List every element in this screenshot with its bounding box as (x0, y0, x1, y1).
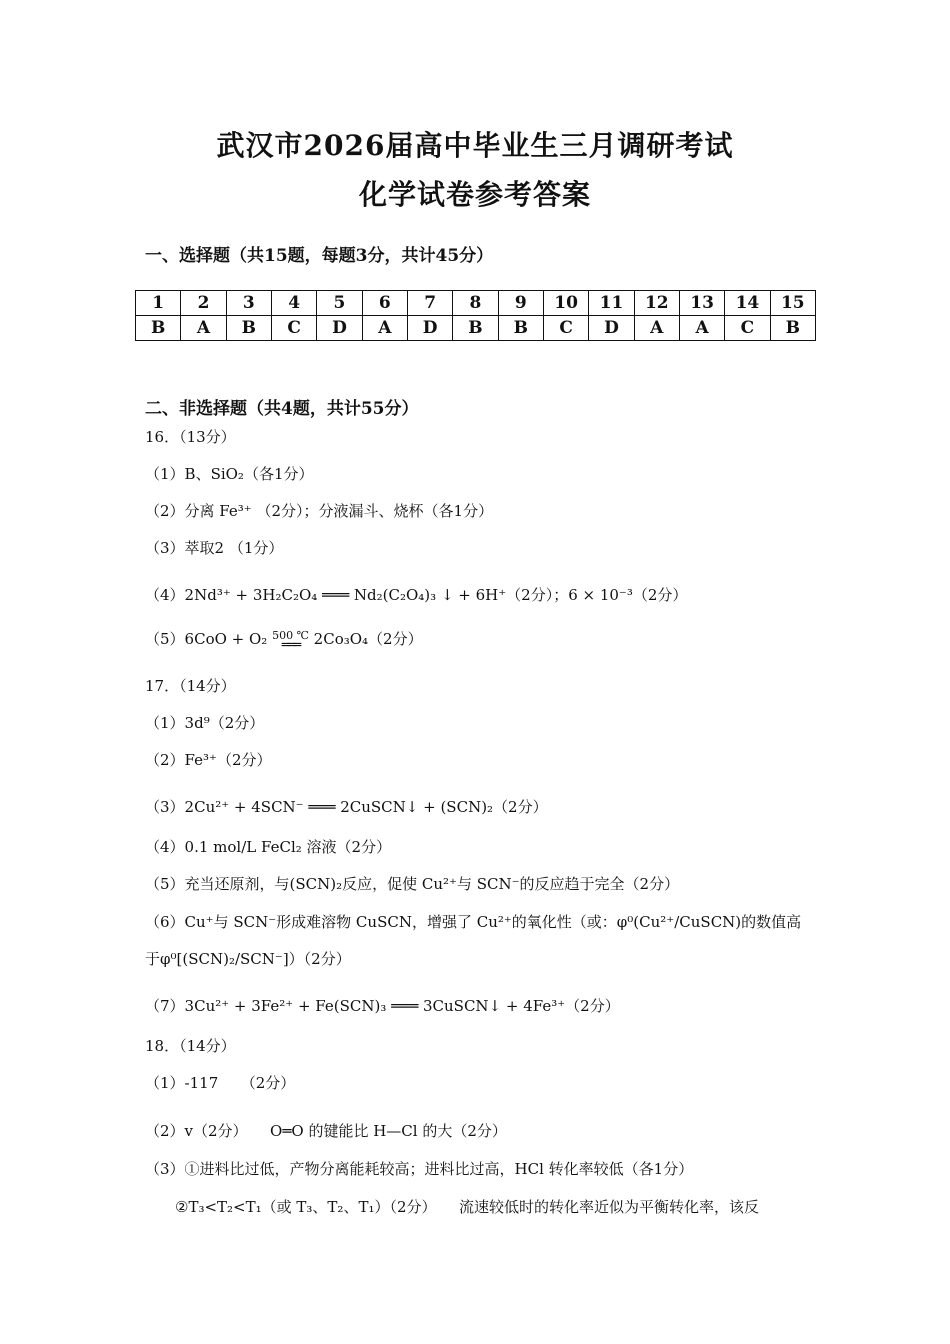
question-number-cell: 15 (770, 291, 815, 316)
q17-part2: （2）Fe³⁺（2分） (145, 751, 272, 769)
q17-part1: （1）3d⁹（2分） (145, 714, 265, 732)
q18-part2: （2）v（2分） O═O 的键能比 H—Cl 的大（2分） (145, 1122, 507, 1140)
q17-part7: （7）3Cu²⁺ + 3Fe²⁺ + Fe(SCN)₃ ═══ 3CuSCN↓ + 4Fe³⁺（2分） (145, 997, 620, 1015)
q16-heading: 16．（13分） (145, 428, 236, 446)
answer-cell: C (725, 316, 770, 341)
answer-cell: A (362, 316, 407, 341)
q16-part4: （4）2Nd³⁺ + 3H₂C₂O₄ ═══ Nd₂(C₂O₄)₃ ↓ + 6H⁺（2分）；6 × 10⁻³（2分） (145, 586, 688, 604)
answer-cell: D (317, 316, 362, 341)
question-number-cell: 6 (362, 291, 407, 316)
answer-cell: B (453, 316, 498, 341)
q18-part3: （3）①进料比过低，产物分离能耗较高；进料比过高，HCl 转化率较低（各1分） (145, 1160, 694, 1178)
answer-cell: B (770, 316, 815, 341)
question-number-cell: 13 (679, 291, 724, 316)
q17-part3: （3）2Cu²⁺ + 4SCN⁻ ═══ 2CuSCN↓ + (SCN)₂（2分） (145, 798, 548, 816)
question-number-cell: 8 (453, 291, 498, 316)
question-number-cell: 9 (498, 291, 543, 316)
section1-heading: 一、选择题（共15题，每题3分，共计45分） (145, 246, 494, 266)
question-number-cell: 11 (589, 291, 634, 316)
answer-cell: C (543, 316, 588, 341)
section2-heading: 二、非选择题（共4题，共计55分） (145, 399, 419, 419)
answer-cell: B (226, 316, 271, 341)
question-number-cell: 14 (725, 291, 770, 316)
q17-part5: （5）充当还原剂，与(SCN)₂反应，促使 Cu²⁺与 SCN⁻的反应趋于完全（2分） (145, 875, 680, 893)
q17-part4: （4）0.1 mol/L FeCl₂ 溶液（2分） (145, 838, 392, 856)
q16-part5-right: 2Co₃O₄（2分） (313, 630, 423, 648)
q18-part1: （1）-117 （2分） (145, 1074, 296, 1092)
answer-cell: A (634, 316, 679, 341)
question-number-cell: 5 (317, 291, 362, 316)
table-row-numbers (136, 291, 816, 316)
q17-heading: 17．（14分） (145, 677, 236, 695)
question-number-cell: 1 (136, 291, 181, 316)
q16-part5 (145, 628, 423, 653)
question-number-cell: 2 (181, 291, 226, 316)
q17-part6-line1: （6）Cu⁺与 SCN⁻形成难溶物 CuSCN，增强了 Cu²⁺的氧化性（或：φ⁰(Cu²⁺/CuSCN)的数值高 (145, 913, 802, 931)
q16-part3: （3）萃取2 （1分） (145, 539, 284, 557)
question-number-cell: 3 (226, 291, 271, 316)
q18-part3-sub2: ②T₃<T₂<T₁（或 T₃、T₂、T₁）（2分） 流速较低时的转化率近似为平衡转化率，该反 (175, 1198, 760, 1216)
answer-cell: A (181, 316, 226, 341)
reaction-condition (272, 629, 309, 653)
q18-heading: 18．（14分） (145, 1037, 236, 1055)
question-number-cell: 12 (634, 291, 679, 316)
reaction-temperature: 500 ℃ (272, 629, 309, 642)
question-number-cell: 10 (543, 291, 588, 316)
answer-cell: B (498, 316, 543, 341)
answer-cell: A (679, 316, 724, 341)
choice-answer-table (135, 290, 816, 341)
table-row-answers (136, 316, 816, 341)
answer-cell: D (589, 316, 634, 341)
q16-part5-left: （5）6CoO + O₂ (145, 630, 273, 648)
q17-part6-line2: 于φ⁰[(SCN)₂/SCN⁻]）（2分） (145, 950, 351, 968)
answer-cell: D (407, 316, 452, 341)
question-number-cell: 4 (271, 291, 316, 316)
answer-cell: B (136, 316, 181, 341)
exam-subtitle: 化学试卷参考答案 (358, 178, 591, 211)
exam-title: 武汉市2026届高中毕业生三月调研考试 (216, 129, 734, 162)
answer-cell: C (271, 316, 316, 341)
q16-part2: （2）分离 Fe³⁺ （2分）；分液漏斗、烧杯（各1分） (145, 502, 494, 520)
equals-sign: ═══ (281, 638, 300, 653)
question-number-cell: 7 (407, 291, 452, 316)
q16-part1: （1）B、SiO₂（各1分） (145, 465, 314, 483)
